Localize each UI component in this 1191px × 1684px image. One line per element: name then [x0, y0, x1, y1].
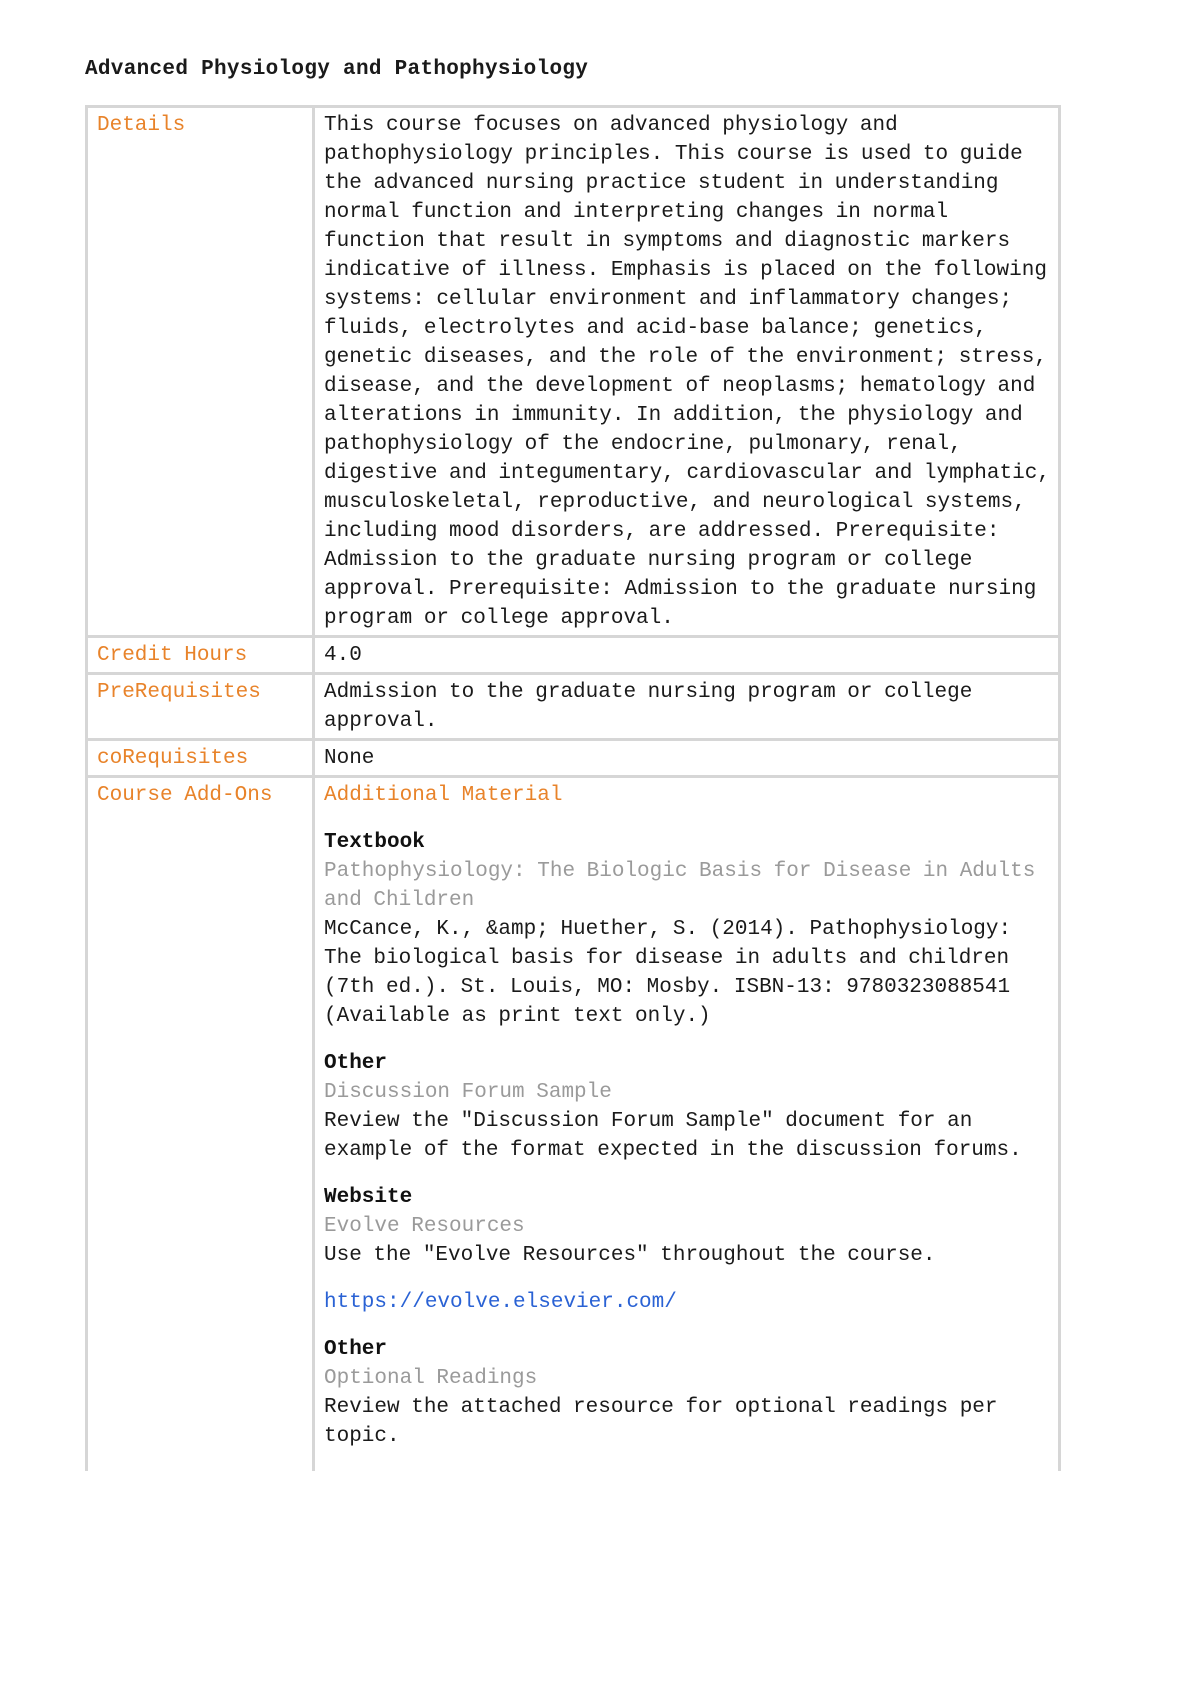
addon-name-discussion-forum[interactable]: Discussion Forum Sample: [324, 1081, 612, 1104]
addon-type-other-1: Other: [324, 1052, 388, 1075]
row-details: [87, 107, 1060, 637]
addon-type-other-2: Other: [324, 1338, 388, 1361]
corequisites-label: coRequisites: [87, 740, 314, 777]
row-prerequisites: [87, 674, 1060, 740]
credit-hours-value: 4.0: [314, 637, 1060, 674]
addon-desc-optional-readings: Review the attached resource for optional readings per topic.: [324, 1396, 998, 1448]
addons-value: [314, 777, 1060, 1472]
addon-desc-evolve-resources: Use the "Evolve Resources" throughout the course.: [324, 1244, 936, 1267]
addon-name-evolve-resources[interactable]: Evolve Resources: [324, 1215, 525, 1238]
addon-name-textbook[interactable]: Pathophysiology: The Biologic Basis for Disease in Adults and Children: [324, 860, 1036, 912]
credit-hours-label: Credit Hours: [87, 637, 314, 674]
prerequisites-label: PreRequisites: [87, 674, 314, 740]
row-course-addons: [87, 777, 1060, 1472]
addon-name-optional-readings[interactable]: Optional Readings: [324, 1367, 538, 1390]
page-title: Advanced Physiology and Pathophysiology: [85, 58, 589, 81]
addon-type-website: Website: [324, 1186, 413, 1209]
addon-type-textbook: Textbook: [324, 831, 425, 854]
corequisites-value: None: [314, 740, 1060, 777]
details-label: Details: [87, 107, 314, 637]
details-value: This course focuses on advanced physiology and pathophysiology principles. This course is used to guide the advanced nursing practice student in understanding normal function and interpreting changes in normal function that result in symptoms and diagnostic markers indicative of illness. Emphasis is placed on the following systems: cellular environment and inflammatory changes; fluids, electrolytes and acid-base balance; genetics, genetic diseases, and the role of the environment; stress, disease, and the development of neoplasms; hematology and alterations in immunity. In addition, the physiology and pathophysiology of the endocrine, pulmonary, renal, digestive and integumentary, cardiovascular and lymphatic, musculoskeletal, reproductive, and neurological systems, including mood disorders, are addressed. Prerequisite: Admission to the graduate nursing program or college approval. Prerequisite: Admission to the graduate nursing program or college approval.: [314, 107, 1060, 637]
row-credit-hours: [87, 637, 1060, 674]
prerequisites-value: Admission to the graduate nursing program or college approval.: [314, 674, 1060, 740]
addon-desc-textbook: McCance, K., &amp; Huether, S. (2014). Pathophysiology: The biological basis for disease in adults and children (7th ed.). St. Louis, MO: Mosby. ISBN-13: 9780323088541 (Available as print text only.): [324, 918, 1012, 1028]
course-info-table: [85, 105, 1061, 1471]
addons-label: Course Add-Ons: [87, 777, 314, 1472]
row-corequisites: [87, 740, 1060, 777]
additional-material-heading: Additional Material: [324, 784, 563, 807]
addon-desc-discussion-forum: Review the "Discussion Forum Sample" document for an example of the format expected in the discussion forums.: [324, 1110, 1022, 1162]
evolve-link[interactable]: https://evolve.elsevier.com/: [324, 1291, 677, 1314]
